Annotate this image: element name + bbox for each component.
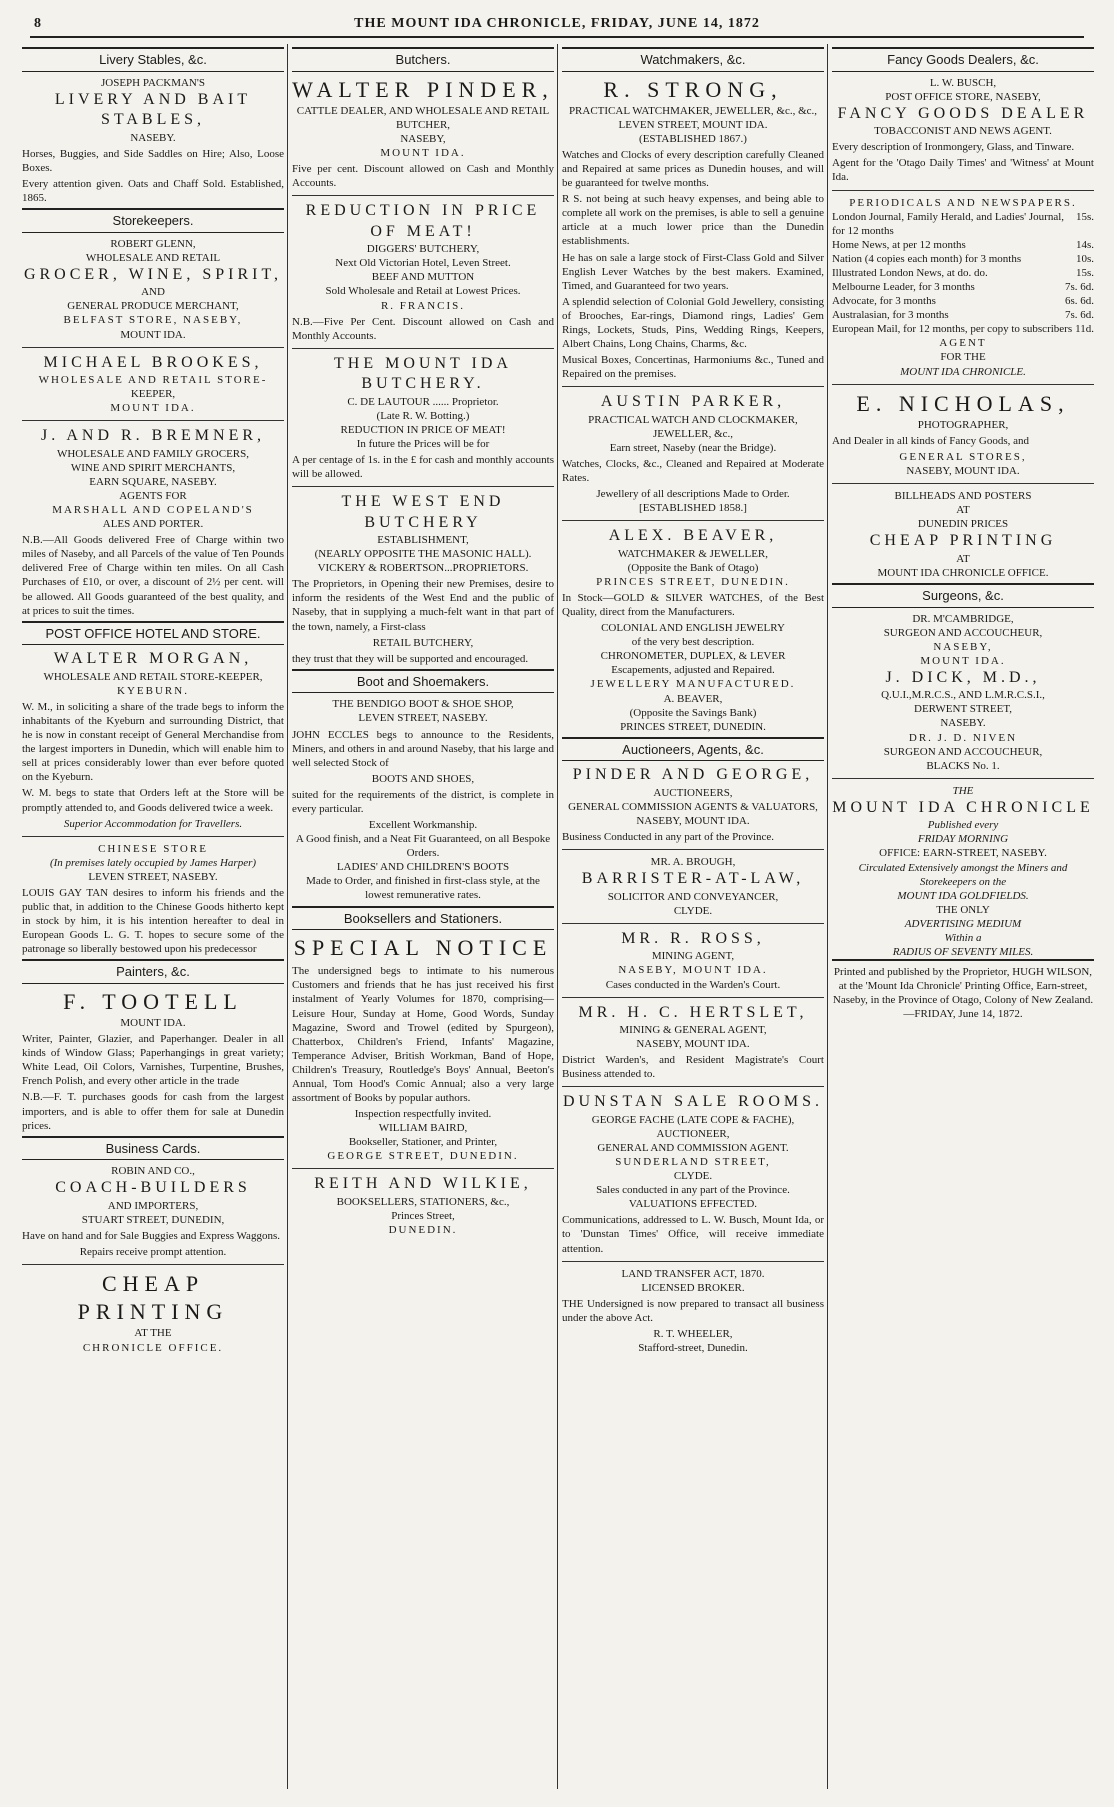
chinese-store-text: LOUIS GAY TAN desires to inform his friends and the public that, in addition to the Chinese Goods hitherto kept in stock by him, it is his intention hereafter to deal in European Goods L. G. T. hopes to secure some of the patronage so liberally bestowed upon his predecessor [22,886,284,956]
paper-ad-line: RADIUS OF SEVENTY MILES. [892,946,1034,959]
ross-line: Cases conducted in the Warden's Court. [605,978,781,991]
paper-ad-line: ADVERTISING MEDIUM [904,917,1022,930]
nicholas-line: NASEBY, MOUNT IDA. [906,464,1020,477]
niven-line: DR. J. D. NIVEN [908,731,1018,744]
toottell-text: Writer, Painter, Glazier, and Paperhanger. Dealer in all kinds of Window Glass; Paperhangings in great variety; White Lead, Oil Colors, Varnishes, Turpentine, Brushes, French Polish, and every other article in the trade [22,1033,284,1088]
reith-line: DUNEDIN. [388,1224,458,1236]
divider [22,347,284,348]
divider [832,384,1094,385]
cheap-printing-ad: CHEAP PRINTING [77,1271,229,1325]
beaver-line: WATCHMAKER & JEWELLER, [617,547,768,560]
brough-line: BARRISTER-AT-LAW, [581,870,805,888]
strong-line: LEVEN STREET, MOUNT IDA. [618,118,768,131]
strong-text: He has on sale a large stock of First-Class Gold and Silver English Lever Watches by the best makers. Examined, Timed, and Guaranteed for two years. [562,251,824,292]
glenn-name: ROBERT GLENN, [110,237,196,250]
column-divider [287,44,288,1789]
section-heading-business-cards: Business Cards. [22,1136,284,1161]
parker-line: Jewellery of all descriptions Made to Order. [596,488,790,501]
bendigo-line: BOOTS AND SHOES, [371,772,475,785]
livery-title: LIVERY AND BAIT STABLES, [54,90,252,129]
mib-line: REDUCTION IN PRICE OF MEAT! [340,423,506,436]
divider [832,483,1094,484]
paper-ad-line: MOUNT IDA GOLDFIELDS. [897,889,1029,902]
brookes-line: KEEPER, [130,388,176,401]
morgan-name: WALTER MORGAN, [53,650,253,668]
divider [562,520,824,521]
pinder-line: MOUNT IDA. [380,147,466,160]
cheap-printing-line: AT [956,552,970,565]
glenn-line: AND [141,286,165,299]
parker-name: AUSTIN PARKER, [600,393,786,411]
dick-line: Q.U.I.,M.R.C.S., AND L.M.R.C.S.I., [881,689,1045,702]
periodical-row: Australasian, for 3 months 7s. 6d. [832,309,1094,322]
periodical-row: London Journal, Family Herald, and Ladies' Journal, for 12 months 15s. [832,210,1094,237]
dunstan-line: GENERAL AND COMMISSION AGENT. [597,1141,789,1154]
ross-name: MR. R. ROSS, [621,929,765,947]
bremner-line: WINE AND SPIRIT MERCHANTS, [70,461,236,474]
bendigo-line: LEVEN STREET, NASEBY. [358,712,488,725]
mib-line: C. DE LAUTOUR ...... Proprietor. [347,395,499,408]
land-line: Stafford-street, Dunedin. [638,1342,748,1354]
bremner-line: MARSHALL AND COPELAND'S [52,504,254,517]
niven-line: BLACKS No. 1. [926,759,1000,772]
reith-line: BOOKSELLERS, STATIONERS, &c., [336,1195,510,1208]
diggers-line: R. FRANCIS. [380,299,466,312]
mib-text: A per centage of 1s. in the £ for cash and monthly accounts will be allowed. [292,453,554,481]
bendigo-line: Excellent Workmanship. [368,819,478,832]
paper-ad-line: OFFICE: EARN-STREET, NASEBY. [879,847,1047,860]
section-heading-booksellers: Booksellers and Stationers. [292,906,554,931]
livery-name: JOSEPH PACKMAN'S [101,76,205,89]
divider [562,997,824,998]
busch-line: L. W. BUSCH, [929,76,997,89]
land-transfer-heading: LAND TRANSFER ACT, 1870. [621,1267,765,1280]
page-number: 8 [34,16,42,31]
dunstan-line: SUNDERLAND STREET, [615,1156,771,1169]
agent-line: MOUNT IDA CHRONICLE. [900,365,1026,378]
divider [562,849,824,850]
bremner-name: J. AND R. BREMNER, [40,427,266,445]
busch-line: TOBACCONIST AND NEWS AGENT. [874,125,1052,138]
pg-line: GENERAL COMMISSION AGENTS & VALUATORS, [568,800,818,813]
niven-line: SURGEON AND ACCOUCHEUR, [883,745,1043,758]
toottell-place: MOUNT IDA. [120,1017,186,1030]
mcambridge-line: MOUNT IDA. [920,654,1006,667]
brough-line: MR. A. BROUGH, [650,856,736,869]
bremner-line: WHOLESALE AND FAMILY GROCERS, [56,447,249,460]
dick-line: NASEBY. [940,717,986,730]
toottell-name: F. TOOTELL [63,988,243,1014]
we-line: ESTABLISHMENT, [377,534,469,547]
divider [562,1086,824,1087]
ross-line: MINING AGENT, [651,950,735,963]
pg-line: NASEBY, MOUNT IDA. [636,815,750,828]
bendigo-line: Made to Order, and finished in first-class style, at the lowest remunerative rates. [306,875,540,902]
paper-ad-line: FRIDAY MORNING [917,833,1009,846]
paper-ad-line: Within a [944,931,982,944]
special-notice-heading: SPECIAL NOTICE [293,935,553,961]
robin-name: ROBIN AND CO., [111,1165,195,1178]
section-heading-storekeepers: Storekeepers. [22,208,284,233]
brough-line: CLYDE. [673,904,713,917]
diggers-note: N.B.—Five Per Cent. Discount allowed on Cash and Monthly Accounts. [292,315,554,342]
land-text: THE Undersigned is now prepared to transact all business under the above Act. [562,1297,824,1324]
divider [832,778,1094,779]
paper-ad-line: THE [952,784,974,797]
diggers-line: Sold Wholesale and Retail at Lowest Prices. [325,285,521,298]
pinder-george-name: PINDER AND GEORGE, [572,766,814,784]
pinder-line: CATTLE DEALER, AND WHOLESALE AND RETAIL BUTCHER, [296,104,550,131]
periodical-row: Advocate, for 3 months 6s. 6d. [832,295,1094,308]
diggers-line: Next Old Victorian Hotel, Leven Street. [335,257,511,270]
hertslet-text: District Warden's, and Resident Magistrate's Court Business attended to. [562,1054,824,1081]
pg-line: AUCTIONEERS, [653,786,733,799]
pinder-text: Five per cent. Discount allowed on Cash and Monthly Accounts. [292,163,554,190]
billheads-line: AT [956,504,970,517]
masthead-title: THE MOUNT IDA CHRONICLE, FRIDAY, JUNE 14, 1872 [354,16,760,31]
column-2 [292,44,554,1789]
beaver-line: A. BEAVER, [663,692,723,705]
morgan-tagline: Superior Accommodation for Travellers. [63,817,243,830]
parker-text: Watches, Clocks, &c., Cleaned and Repaired at Moderate Rates. [562,457,824,485]
dick-name: J. DICK, M.D., [885,668,1041,686]
we-text: The Proprietors, in Opening their new Premises, desire to inform the residents of the West End and the public of Naseby, that in supplying a much-felt want in that part of the town, namely, a First-class [292,578,554,633]
mib-line: In future the Prices will be for [356,437,490,450]
beaver-line: JEWELLERY MANUFACTURED. [590,678,796,691]
pg-text: Business Conducted in any part of the Province. [562,831,775,844]
column-4 [832,44,1094,1789]
divider [562,923,824,924]
section-heading-watchmakers: Watchmakers, &c. [562,47,824,72]
section-heading-auctioneers: Auctioneers, Agents, &c. [562,737,824,762]
dunstan-line: VALUATIONS EFFECTED. [628,1198,758,1211]
periodical-row: Melbourne Leader, for 3 months 7s. 6d. [832,281,1094,294]
section-heading-butchers: Butchers. [292,47,554,72]
dunstan-name: DUNSTAN SALE ROOMS. [562,1093,824,1111]
paper-ad-line: Circulated Extensively amongst the Miners and Storekeepers on the [858,861,1068,888]
dunstan-line: CLYDE. [673,1170,713,1183]
divider [832,190,1094,191]
beaver-name: ALEX. BEAVER, [608,527,778,545]
beaver-line: (Opposite the Savings Bank) [629,706,757,719]
special-notice-line: Inspection respectfully invited. [354,1108,492,1121]
beaver-line: COLONIAL AND ENGLISH JEWELRY [601,622,785,635]
bremner-note: N.B.—All Goods delivered Free of Charge within two miles of Naseby, and all Parcels of the value of Ten Pounds delivered Free of Charge within ten miles. On all Cash Purchases of £10, or over, a discount of 2½ per cent. will be allowed. All Goods guaranteed of the best quality, and at prices to suit the times. [22,534,284,617]
west-end-butchery-heading: THE WEST END BUTCHERY [341,493,505,531]
baird-line: GEORGE STREET, DUNEDIN. [327,1150,519,1163]
brookes-name: MICHAEL BROOKES, [43,353,263,371]
beaver-line: CHRONOMETER, DUPLEX, & LEVER [600,650,786,663]
land-line: LICENSED BROKER. [641,1281,745,1294]
beaver-line: PRINCES STREET, DUNEDIN. [596,575,790,588]
divider [292,195,554,196]
glenn-line: MOUNT IDA. [120,328,186,341]
livery-place: NASEBY. [130,131,176,144]
ross-line: NASEBY, MOUNT IDA. [618,964,768,977]
divider [22,420,284,421]
divider [562,386,824,387]
mib-line: (Late R. W. Botting.) [376,409,470,422]
reduction-heading: REDUCTION IN PRICE OF MEAT! [305,202,541,240]
dunstan-line: GEORGE FACHE (LATE COPE & FACHE), [591,1113,795,1126]
busch-line: POST OFFICE STORE, NASEBY, [885,90,1041,103]
agent-line: AGENT [939,337,987,350]
cheap-printing-line: CHEAP PRINTING [869,532,1057,550]
agent-line: FOR THE [940,351,986,364]
nicholas-text: And Dealer in all kinds of Fancy Goods, and [832,434,1030,447]
livery-text: Every attention given. Oats and Chaff Sold. Established, 1865. [22,177,284,204]
special-notice-text: The undersigned begs to intimate to his numerous Customers and friends that he has just received his first instalment of Yearly Volumes for 1870, comprising—Leisure Hour, Sunday at Home, Good Words, Sunday Magazine, Sword and Trowel (edited by Spurgeon), Chatterbox, Children's Friend, Infants' Magazine, Temperance Adviser, British Workman, Band of Hope, Children's Treasury, Routledge's Boys' Annual, Beeton's Annual, Tom Hood's Comic Annual; also a very large assortment of Books by popular authors. [292,965,554,1104]
parker-established: [ESTABLISHED 1858.] [639,502,747,515]
morgan-text: W. M. begs to state that Orders left at the Store will be promptly attended to, and Goods delivered twice a week. [22,787,284,814]
mcambridge-line: DR. M'CAMBRIDGE, [912,612,1014,625]
hertslet-name: MR. H. C. HERTSLET, [578,1003,808,1021]
column-divider [827,44,828,1789]
bendigo-line: LADIES' AND CHILDREN'S BOOTS [336,861,510,874]
divider [292,486,554,487]
mount-ida-butchery-heading: THE MOUNT IDA BUTCHERY. [334,354,512,393]
morgan-line: KYEBURN. [117,684,189,697]
bendigo-text: suited for the requirements of the district, is complete in every particular. [292,788,554,815]
paper-ad-line: THE ONLY [936,903,990,916]
we-line: VICKERY & ROBERTSON...PROPRIETORS. [317,562,529,575]
beaver-line: PRINCES STREET, DUNEDIN. [620,720,766,733]
section-heading-painters: Painters, &c. [22,959,284,984]
chinese-store-sub: (In premises lately occupied by James Harper) [49,856,257,869]
beaver-line: Escapements, adjusted and Repaired. [611,664,775,677]
strong-line: (ESTABLISHED 1867.) [639,132,747,145]
paper-ad-line: MOUNT IDA CHRONICLE [832,798,1094,816]
bremner-line: EARN SQUARE, NASEBY. [89,475,217,488]
publisher-imprint: Printed and published by the Proprietor, HUGH WILSON, at the 'Mount Ida Chronicle' Printing Office, Earn-street, Naseby, in the Province of Otago, Colony of New Zealand. —FRIDAY, June 14, 1872. [832,959,1094,1021]
robin-text: Have on hand and for Sale Buggies and Express Waggons. [22,1230,280,1243]
column-3 [562,44,824,1789]
divider [292,1168,554,1169]
periodicals-heading: PERIODICALS AND NEWSPAPERS. [849,196,1077,209]
strong-text: R S. not being at such heavy expenses, and being able to complete all work on the premises, is able to sell a genuine article at a much lower price than the Dunedin establishments. [562,193,824,248]
beaver-line: of the very best description. [631,636,755,649]
we-line: (NEARLY OPPOSITE THE MASONIC HALL). [314,548,532,561]
nicholas-line: PHOTOGRAPHER, [917,418,1009,431]
glenn-line: GENERAL PRODUCE MERCHANT, [67,300,239,313]
pinder-line: NASEBY, [400,132,446,145]
brookes-line: MOUNT IDA. [110,402,196,415]
chinese-store-heading: CHINESE STORE [98,842,208,855]
robin-line: STUART STREET, DUNEDIN, [81,1213,225,1226]
land-line: R. T. WHEELER, [653,1327,733,1340]
cheap-printing-line: MOUNT IDA CHRONICLE OFFICE. [877,566,1049,579]
mcambridge-line: SURGEON AND ACCOUCHEUR, [883,626,1043,639]
section-heading-post-office: POST OFFICE HOTEL AND STORE. [22,621,284,646]
column-divider [557,44,558,1789]
glenn-line: GROCER, WINE, SPIRIT, [23,265,283,283]
brookes-line: WHOLESALE AND RETAIL STORE- [38,374,268,387]
baird-line: WILLIAM BAIRD, [378,1122,468,1135]
morgan-text: W. M., in soliciting a share of the trade begs to inform the inhabitants of the Kyeburn and surrounding District, that he is now in constant receipt of General Merchandise from the largest importers in Dunedin, which will enable him to sell at prices considerably lower than ever before quoted on the Kyeburn. [22,700,284,784]
hertslet-line: MINING & GENERAL AGENT, [619,1024,767,1037]
divider [292,348,554,349]
parker-line: PRACTICAL WATCH AND CLOCKMAKER, JEWELLER, &c., [588,413,798,440]
dick-line: DERWENT STREET, [914,703,1012,716]
robin-line: AND IMPORTERS, [107,1199,199,1212]
busch-text: Every description of Ironmongery, Glass, and Tinware. [832,141,1075,154]
beaver-text: In Stock—GOLD & SILVER WATCHES, of the Best Quality, direct from the Manufacturers. [562,591,824,619]
section-heading-boots: Boot and Shoemakers. [292,669,554,694]
column-1 [22,44,284,1789]
billheads-line: BILLHEADS AND POSTERS [894,490,1032,503]
dunstan-line: Sales conducted in any part of the Province. [596,1184,790,1197]
paper-ad-line: Published every [927,819,999,832]
section-heading-fancy-goods: Fancy Goods Dealers, &c. [832,47,1094,72]
periodical-row: Home News, at per 12 months 14s. [832,238,1094,251]
cheap-printing-ad: AT THE [134,1327,172,1340]
chinese-store-address: LEVEN STREET, NASEBY. [88,870,218,883]
toottell-note: N.B.—F. T. purchases goods for cash from the largest importers, and is able to offer them for sale at Dunedin prices. [22,1091,284,1132]
strong-text: A splendid selection of Colonial Gold Jewellery, consisting of Brooches, Ear-rings, Diamond rings, Ladies' Gem Rings, Lockets, Studs, Pins, Wedding Rings, Keepers, Albert Chains, Long Chains, Charms, &c. [562,295,824,351]
glenn-line: BELFAST STORE, NASEBY, [63,314,243,327]
divider [562,1261,824,1262]
periodical-row: European Mail, for 12 months, per copy to subscribers 11d. [832,323,1094,336]
bremner-line: AGENTS FOR [119,490,187,502]
bremner-line: ALES AND PORTER. [102,518,204,531]
we-line: RETAIL BUTCHERY, [372,636,474,649]
bendigo-line: A Good finish, and a Neat Fit Guaranteed, on all Bespoke Orders. [295,833,551,860]
bendigo-line: THE BENDIGO BOOT & SHOE SHOP, [332,698,514,711]
brough-line: SOLICITOR AND CONVEYANCER, [607,890,779,903]
robin-line: COACH-BUILDERS [55,1179,251,1197]
diggers-line: DIGGERS' BUTCHERY, [366,243,480,256]
diggers-line: BEEF AND MUTTON [371,271,475,284]
section-heading-livery: Livery Stables, &c. [22,47,284,72]
strong-text: Watches and Clocks of every description carefully Cleaned and Repaired at same prices as Dunedin houses, and will be guaranteed for twelve months. [562,149,824,190]
glenn-line: WHOLESALE AND RETAIL [85,251,221,264]
reith-line: Princes Street, [391,1209,455,1222]
mcambridge-line: NASEBY, [933,640,993,653]
strong-name: R. STRONG, [603,76,783,102]
parker-line: Earn street, Naseby (near the Bridge). [609,441,777,454]
periodical-row: Nation (4 copies each month) for 3 months 10s. [832,252,1094,265]
strong-line: PRACTICAL WATCHMAKER, JEWELLER, &c., &c., [568,104,818,117]
cheap-printing-ad: CHRONICLE OFFICE. [82,1341,224,1354]
livery-text: Horses, Buggies, and Side Saddles on Hire; Also, Loose Boxes. [22,147,284,174]
dunstan-text: Communications, addressed to L. W. Busch, Mount Ida, or to 'Dunstan Times' Office, will receive immediate attention. [562,1214,824,1255]
we-text: they trust that they will be supported and encouraged. [292,652,529,665]
dunstan-line: AUCTIONEER, [656,1127,730,1140]
nicholas-line: GENERAL STORES, [899,450,1027,463]
baird-line: Bookseller, Stationer, and Printer, [348,1136,498,1149]
strong-text: Musical Boxes, Concertinas, Harmoniums &c., Tuned and Repaired on the premises. [562,354,824,381]
hertslet-line: NASEBY, MOUNT IDA. [636,1038,750,1051]
nicholas-name: E. NICHOLAS, [856,390,1070,416]
morgan-line: WHOLESALE AND RETAIL STORE-KEEPER, [43,670,263,683]
beaver-line: (Opposite the Bank of Otago) [627,561,759,574]
masthead [30,14,1084,38]
section-heading-surgeons: Surgeons, &c. [832,583,1094,608]
bendigo-text: JOHN ECCLES begs to announce to the Residents, Miners, and others in and around Naseby, that his large and well selected Stock of [292,728,554,769]
billheads-line: DUNEDIN PRICES [917,518,1009,531]
reith-name: REITH AND WILKIE, [314,1175,532,1193]
robin-text: Repairs receive prompt attention. [79,1246,227,1259]
divider [22,1264,284,1265]
periodical-row: Illustrated London News, at do. do. 15s. [832,266,1094,279]
pinder-name: WALTER PINDER, [292,76,554,102]
divider [22,836,284,837]
busch-line: FANCY GOODS DEALER [837,104,1089,122]
busch-text: Agent for the 'Otago Daily Times' and 'Witness' at Mount Ida. [832,157,1094,184]
